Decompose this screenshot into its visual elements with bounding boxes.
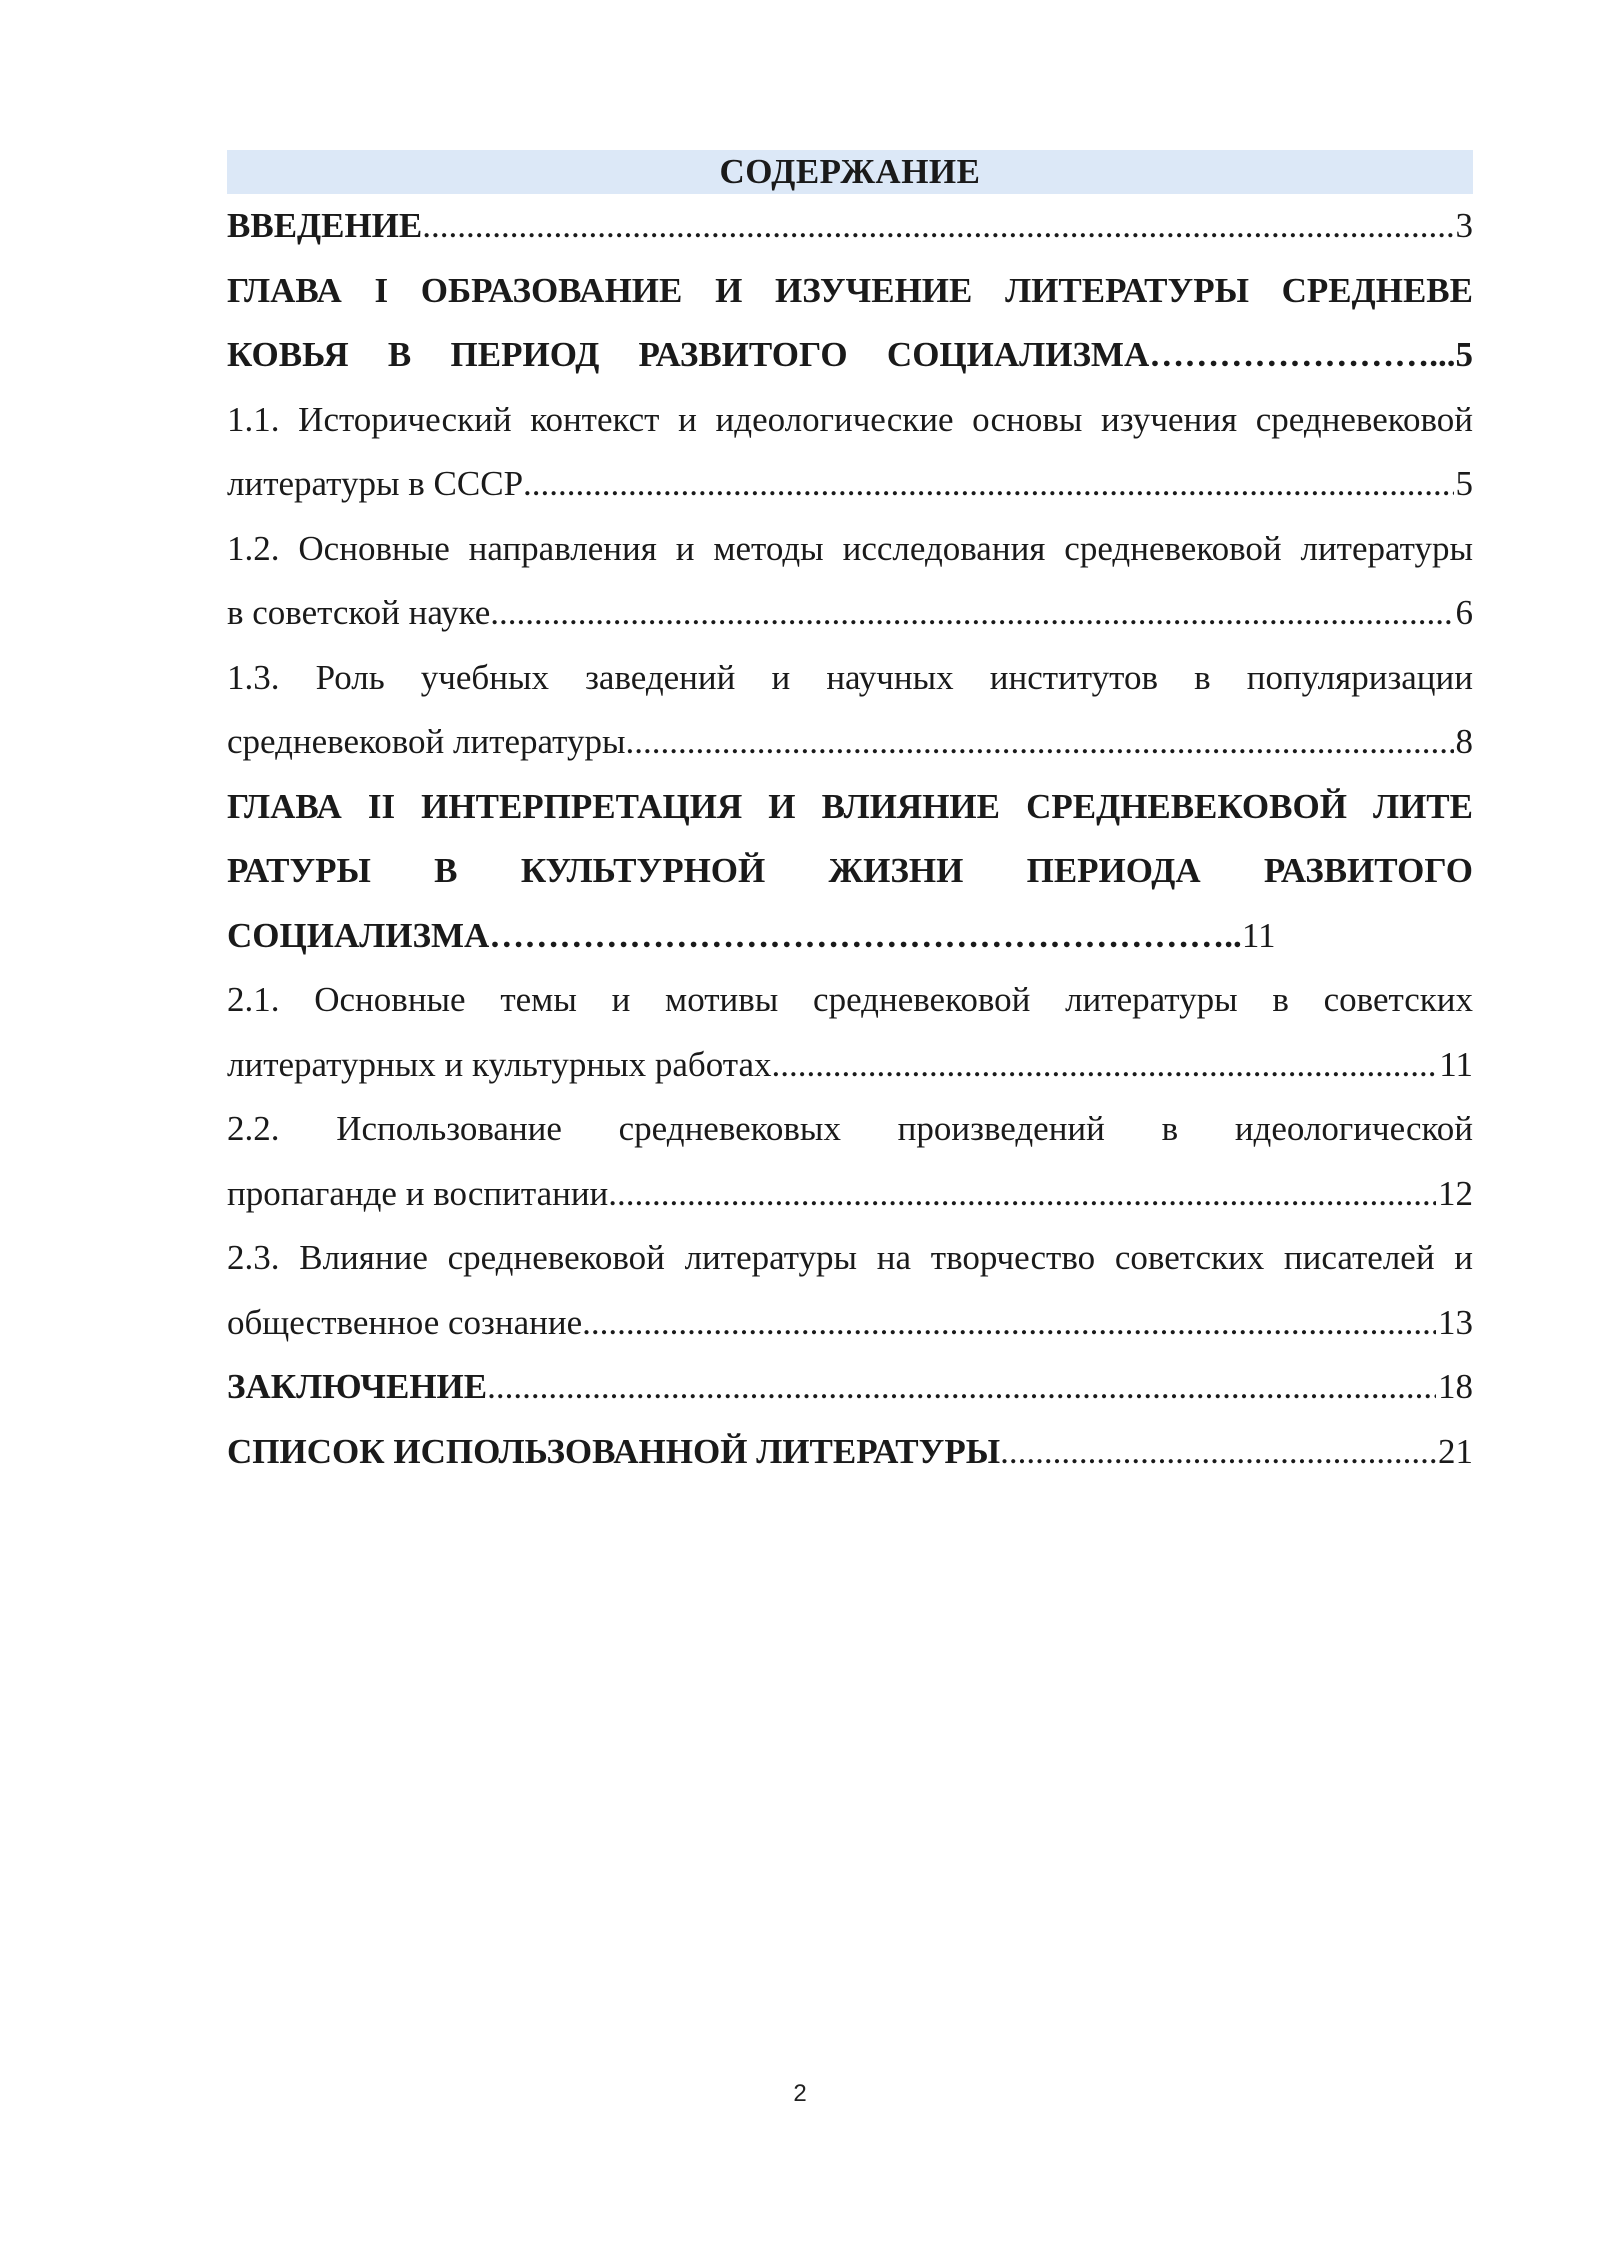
toc-section-1-1-line-2[interactable]: [227, 452, 1473, 517]
toc-chapter-2-line-2[interactable]: РАТУРЫ В КУЛЬТУРНОЙ ЖИЗНИ ПЕРИОДА РАЗВИТОГО: [227, 851, 1473, 890]
toc-entry-label: СОЦИАЛИЗМА………………………………………………………..: [227, 915, 1242, 955]
toc-entry-page: 3: [1455, 206, 1473, 245]
toc-section-1-3-line-1[interactable]: 1.3. Роль учебных заведений и научных институтов в популяризации: [227, 657, 1473, 697]
toc-entry-page: 21: [1438, 1431, 1473, 1471]
toc-heading: СОДЕРЖАНИЕ: [227, 150, 1473, 194]
toc-section-2-2-line-2[interactable]: [227, 1162, 1473, 1227]
toc-section-1-1-line-1[interactable]: 1.1. Исторический контекст и идеологические основы изучения средневековой: [227, 399, 1473, 439]
toc-section-2-3-line-2[interactable]: [227, 1291, 1473, 1356]
toc-entry-label: ВВЕДЕНИЕ: [227, 206, 423, 245]
toc-chapter-1-line-1[interactable]: ГЛАВА I ОБРАЗОВАНИЕ И ИЗУЧЕНИЕ ЛИТЕРАТУРЫ СРЕДНЕВЕ: [227, 270, 1473, 310]
toc-section-2-1-line-2[interactable]: [227, 1033, 1473, 1098]
toc-section-1-2-line-1[interactable]: 1.2. Основные направления и методы исследования средневековой литературы: [227, 528, 1473, 568]
toc-section-1-3-line-2[interactable]: [227, 710, 1473, 775]
toc-leader-dots: [1000, 1420, 1436, 1485]
toc-leader-dots: [490, 581, 1453, 646]
toc-entry-page: 11: [1439, 1044, 1473, 1084]
toc-section-2-1-line-1[interactable]: 2.1. Основные темы и мотивы средневековой литературы в советских: [227, 980, 1473, 1019]
toc-leader-dots: [523, 452, 1453, 517]
toc-section-2-2-line-1[interactable]: 2.2. Использование средневековых произведений в идеологической: [227, 1109, 1473, 1148]
toc-entry-label: ЗАКЛЮЧЕНИЕ: [227, 1367, 488, 1406]
toc-entry-conclusion[interactable]: [227, 1355, 1473, 1420]
toc-leader-dots: [422, 194, 1453, 259]
toc-leader-dots: [626, 710, 1454, 775]
toc-entry-label: пропаганде и воспитании: [227, 1173, 609, 1213]
toc-chapter-2-line-3[interactable]: [227, 904, 1473, 969]
toc-leader-dots: [608, 1162, 1436, 1227]
toc-entry-label: литературы в СССР: [227, 464, 524, 503]
toc-entry-page: 18: [1438, 1367, 1473, 1406]
page-number: 2: [793, 2080, 807, 2107]
toc-entry-label: СПИСОК ИСПОЛЬЗОВАННОЙ ЛИТЕРАТУРЫ: [227, 1431, 1001, 1471]
toc-entry-page: 6: [1455, 593, 1473, 632]
toc-chapter-2-line-1[interactable]: ГЛАВА II ИНТЕРПРЕТАЦИЯ И ВЛИЯНИЕ СРЕДНЕВЕКОВОЙ ЛИТЕ: [227, 786, 1473, 826]
toc-entry-label: средневековой литературы: [227, 722, 626, 761]
toc-leader-dots: [487, 1355, 1436, 1420]
toc-entry-label: литературных и культурных работах: [227, 1044, 772, 1084]
toc-entry-page: 12: [1438, 1173, 1473, 1213]
toc-entry-page: 5: [1455, 464, 1473, 503]
toc-leader-dots: [582, 1291, 1436, 1356]
toc-entry-page: 13: [1438, 1302, 1473, 1342]
toc-entry-introduction[interactable]: [227, 194, 1473, 259]
toc-entry-references[interactable]: [227, 1420, 1473, 1485]
toc-chapter-1-line-2[interactable]: КОВЬЯ В ПЕРИОД РАЗВИТОГО СОЦИАЛИЗМА……………………...5: [227, 335, 1473, 374]
table-of-contents: [227, 150, 1473, 1484]
toc-entry-label: в советской науке: [227, 593, 491, 632]
toc-section-2-3-line-1[interactable]: 2.3. Влияние средневековой литературы на творчество советских писателей и: [227, 1238, 1473, 1277]
toc-entry-page: 11: [1241, 915, 1276, 955]
toc-leader-dots: [772, 1033, 1438, 1098]
toc-section-1-2-line-2[interactable]: [227, 581, 1473, 646]
toc-entry-page: 8: [1455, 722, 1473, 761]
toc-entry-label: общественное сознание: [227, 1302, 583, 1342]
